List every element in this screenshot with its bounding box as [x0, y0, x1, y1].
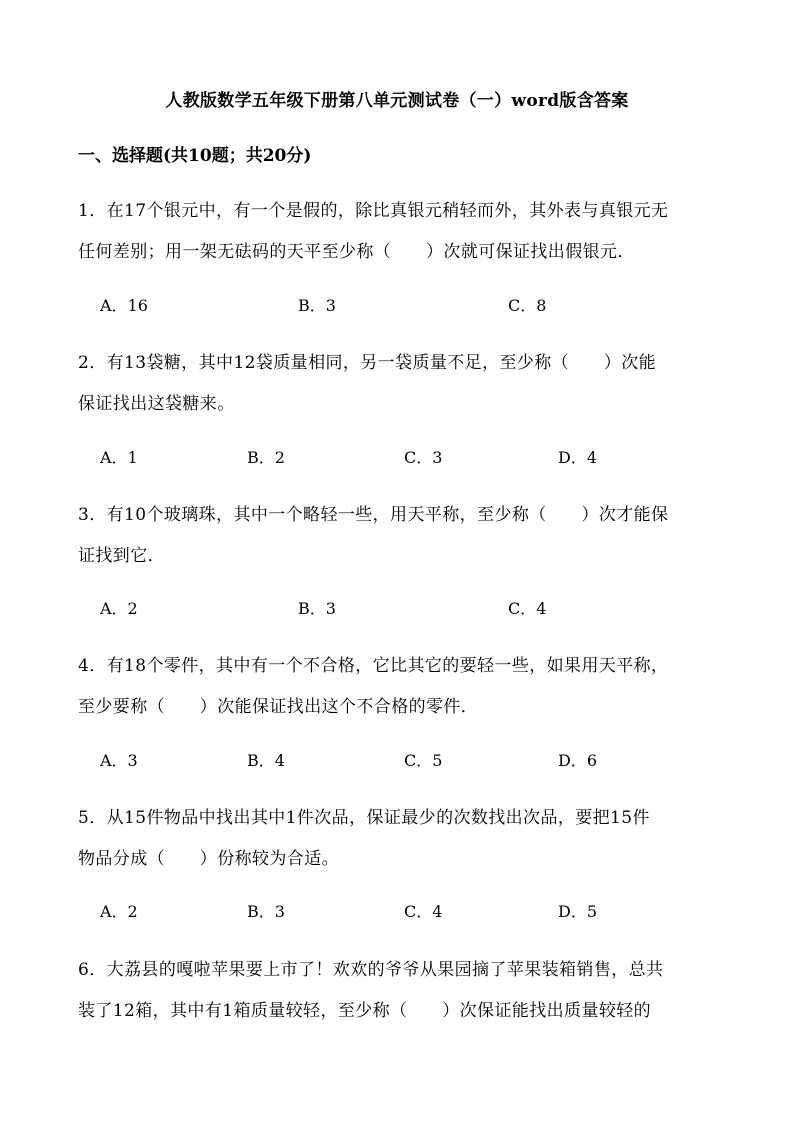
question-5-line-1: 5．从15件物品中找出其中1件次品，保证最少的次数找出次品，要把15件 [78, 808, 650, 828]
question-3-line-1: 3．有10个玻璃珠，其中一个略轻一些，用天平称，至少称（ ）次才能保 [78, 505, 669, 525]
question-6-line-1: 6．大荔县的嘎啦苹果要上市了！欢欢的爷爷从果园摘了苹果装箱销售，总共 [78, 960, 664, 980]
question-2-option-b: B．2 [247, 448, 285, 467]
question-5-option-b: B．3 [247, 902, 285, 921]
question-2-option-a: A．1 [100, 448, 138, 467]
question-5-line-2: 物品分成（ ）份称较为合适。 [78, 849, 339, 869]
question-2-option-c: C．3 [404, 448, 443, 467]
question-1-option-b: B．3 [298, 296, 336, 315]
question-1-option-c: C．8 [508, 296, 547, 315]
question-3-line-2: 证找到它． [78, 546, 165, 566]
question-4-option-a: A．3 [100, 751, 138, 770]
question-3-option-b: B．3 [298, 599, 336, 618]
question-6-line-2: 装了12箱，其中有1箱质量较轻，至少称（ ）次保证能找出质量较轻的 [78, 1001, 652, 1021]
question-5-option-a: A．2 [100, 902, 138, 921]
question-1-line-1: 1．在17个银元中，有一个是假的，除比真银元稍轻而外，其外表与真银元无 [78, 201, 669, 221]
section-heading: 一、选择题(共10题；共20分) [78, 146, 312, 166]
question-4-option-c: C．5 [404, 751, 443, 770]
question-2-option-d: D．4 [558, 448, 598, 467]
question-1-line-2: 任何差别；用一架无砝码的天平至少称（ ）次就可保证找出假银元． [78, 242, 635, 262]
question-4-option-d: D．6 [558, 751, 598, 770]
question-3-option-a: A．2 [100, 599, 138, 618]
question-4-option-b: B．4 [247, 751, 285, 770]
question-5-option-d: D．5 [558, 902, 598, 921]
question-1-option-a: A．16 [100, 296, 148, 315]
question-5-option-c: C．4 [404, 902, 443, 921]
question-3-option-c: C．4 [508, 599, 547, 618]
question-2-line-2: 保证找出这袋糖来。 [78, 394, 235, 414]
question-2-line-1: 2．有13袋糖，其中12袋质量相同，另一袋质量不足，至少称（ ）次能 [78, 353, 657, 373]
question-4-line-1: 4．有18个零件，其中有一个不合格，它比其它的要轻一些，如果用天平称， [78, 656, 669, 676]
question-4-line-2: 至少要称（ ）次能保证找出这个不合格的零件． [78, 697, 479, 717]
document-title: 人教版数学五年级下册第八单元测试卷（一）word版含答案 [165, 91, 629, 111]
